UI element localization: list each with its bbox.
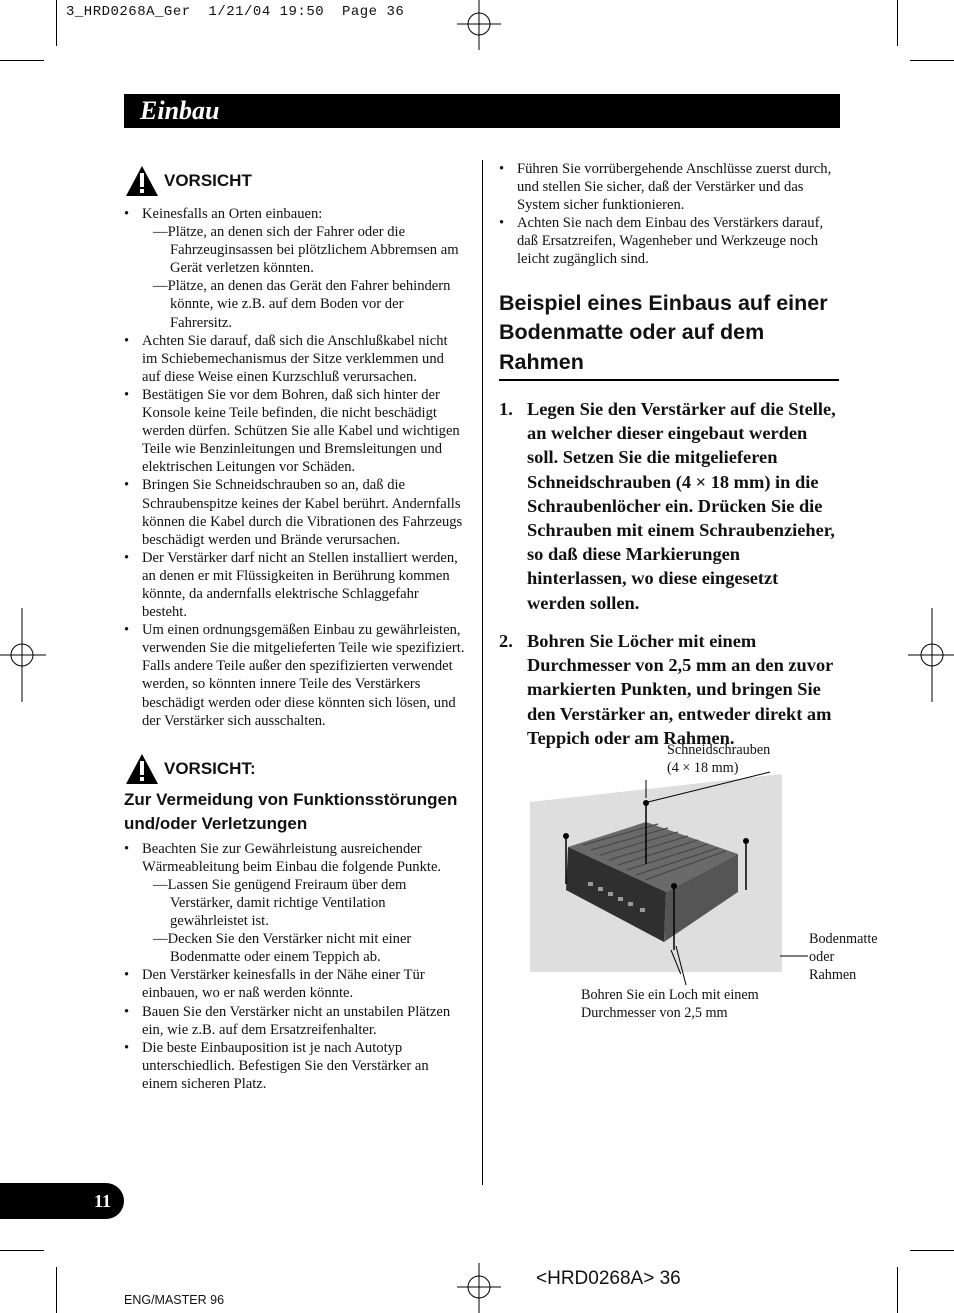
registration-mark-top bbox=[457, 0, 501, 50]
list-item bbox=[124, 205, 466, 332]
warning-1-header bbox=[124, 164, 466, 198]
list-item: • Bringen Sie Schneidschrauben so an, daß die Schraubenspitze keines der Kabel berührt. Andernfalls können die Kabel durch die Vibrationen des Fahrzeugs beschädigt werden und Brände verursachen. bbox=[124, 476, 466, 548]
registration-mark-bottom bbox=[457, 1263, 501, 1313]
subsection-heading: Beispiel eines Einbaus auf einer Bodenmatte oder auf dem Rahmen bbox=[499, 289, 839, 382]
step-2 bbox=[499, 629, 839, 750]
warning-2-label: VORSICHT: bbox=[164, 758, 256, 778]
step-number: 2. bbox=[499, 630, 513, 651]
page-number: 11 bbox=[94, 1191, 112, 1211]
warning-triangle-icon bbox=[124, 164, 160, 198]
warning-triangle-icon bbox=[124, 752, 160, 786]
list-item: • Führen Sie vorrübergehende Anschlüsse zuerst durch, und stellen Sie sicher, daß der Verstärker und das System sicher funktionieren. bbox=[499, 160, 839, 214]
list-item bbox=[124, 840, 466, 967]
registration-mark-left bbox=[0, 608, 46, 702]
list-item-text: • Keinesfalls an Orten einbauen: bbox=[142, 206, 323, 222]
warning-2-header bbox=[124, 752, 466, 786]
hole-caption bbox=[581, 986, 759, 1022]
warning-1-label: VORSICHT bbox=[164, 170, 252, 190]
hole-label-line: Durchmesser von 2,5 mm bbox=[581, 1005, 728, 1021]
print-slug: 3_HRD0268A_Ger 1/21/04 19:50 Page 36 bbox=[66, 4, 405, 20]
mat-label-line: oder bbox=[809, 949, 835, 965]
right-column bbox=[499, 160, 839, 750]
list-item: • Achten Sie nach dem Einbau des Verstärkers darauf, daß Ersatzreifen, Wagenheber und Werkzeuge noch leicht zugänglich sind. bbox=[499, 214, 839, 268]
section-title: Einbau bbox=[140, 96, 220, 125]
registration-mark-right bbox=[908, 608, 954, 702]
list-item: • Der Verstärker darf nicht an Stellen installiert werden, an denen er mit Flüssigkeiten in Berührung kommen könnte, da andernfalls elektrische Schlaggefahr besteht. bbox=[124, 549, 466, 621]
mat-caption bbox=[809, 930, 878, 984]
right-bullet-list bbox=[499, 160, 839, 269]
screws-label: Schneidschrauben bbox=[667, 742, 771, 758]
sub-item: —Lassen Sie genügend Freiraum über dem Verstärker, damit richtige Ventilation gewährleistet ist. bbox=[153, 876, 407, 930]
column-divider bbox=[482, 160, 483, 1185]
sub-item: —Plätze, an denen das Gerät den Fahrer behindern könnte, wie z.B. auf dem Boden vor der Fahrersitz. bbox=[153, 278, 451, 331]
list-item: • Achten Sie darauf, daß sich die Anschlußkabel nicht im Schiebemechanismus der Sitze verklemmen und auf diese Weise einen Kurzschluß verursachen. bbox=[124, 332, 466, 386]
step-number: 1. bbox=[499, 399, 513, 420]
list-item: • Den Verstärker keinesfalls in der Nähe einer Tür einbauen, wo er naß werden könnte. bbox=[124, 966, 466, 1002]
warning-2-list bbox=[124, 840, 466, 1093]
step-text: Bohren Sie Löcher mit einem Durchmesser von 2,5 mm an den zuvor markierten Punkten, und bringen Sie den Verstärker an, entweder direkt am Teppich oder am Rahmen. bbox=[527, 630, 834, 748]
left-column bbox=[124, 164, 466, 1093]
list-item: • Um einen ordnungsgemäßen Einbau zu gewährleisten, verwenden Sie die mitgelieferten Teile wie spezifiziert. Falls andere Teile außer den spezifizierten verwendet werden, so könnten innere Teile des Verstärkers beschädigt werden oder diese könnten sich lösen, und der Verstärker sich ausschalten. bbox=[124, 621, 466, 730]
figure-leader-lines bbox=[640, 770, 810, 1020]
sub-item: —Decken Sie den Verstärker nicht mit einer Bodenmatte oder einem Teppich ab. bbox=[153, 931, 412, 966]
list-item: • Bauen Sie den Verstärker nicht an unstabilen Plätzen ein, wie z.B. auf dem Ersatzreifenhalter. bbox=[124, 1003, 466, 1039]
screws-caption bbox=[667, 741, 770, 777]
section-header-bar bbox=[124, 94, 840, 128]
footer-code: <HRD0268A> 36 bbox=[536, 1268, 681, 1289]
sub-item: —Plätze, an denen sich der Fahrer oder die Fahrzeuginsassen bei plötzlichem Abbremsen am Gerät verletzen könnten. bbox=[153, 224, 459, 277]
step-text: Legen Sie den Verstärker auf die Stelle, an welcher dieser eingebaut werden soll. Setzen Sie die mitgelieferen Schneidschrauben (4 × 18 mm) in die Schraubenlöcher ein. Drücken Sie die Schrauben mit einem Schraubenzieher, so daß diese Markierungen hinterlassen, wo diese eingesetzt werden sollen. bbox=[527, 399, 836, 613]
warning-1-list bbox=[124, 205, 466, 730]
footer-master: ENG/MASTER 96 bbox=[124, 1293, 225, 1307]
list-item-text: • Beachten Sie zur Gewährleistung ausreichender Wärmeableitung beim Einbau die folgende Punkte. bbox=[142, 840, 442, 875]
mat-label-line: Bodenmatte bbox=[809, 931, 878, 947]
hole-label-line: Bohren Sie ein Loch mit einem bbox=[581, 987, 759, 1003]
mat-label-line: Rahmen bbox=[809, 967, 857, 983]
warning-2-subheading: Zur Vermeidung von Funktionsstörungen und/oder Verletzungen bbox=[124, 789, 458, 833]
list-item: • Bestätigen Sie vor dem Bohren, daß sich hinter der Konsole keine Teile befinden, die nicht beschädigt werden dürfen. Schützen Sie alle Kabel und wichtigen Teile wie Benzinleitungen und Bremsleitungen und elektrischen Leitungen vor Schäden. bbox=[124, 386, 466, 476]
step-1 bbox=[499, 397, 839, 615]
screws-size: (4 × 18 mm) bbox=[667, 760, 739, 776]
list-item: • Die beste Einbauposition ist je nach Autotyp unterschiedlich. Befestigen Sie den Verstärker an einem sicheren Platz. bbox=[124, 1039, 466, 1093]
